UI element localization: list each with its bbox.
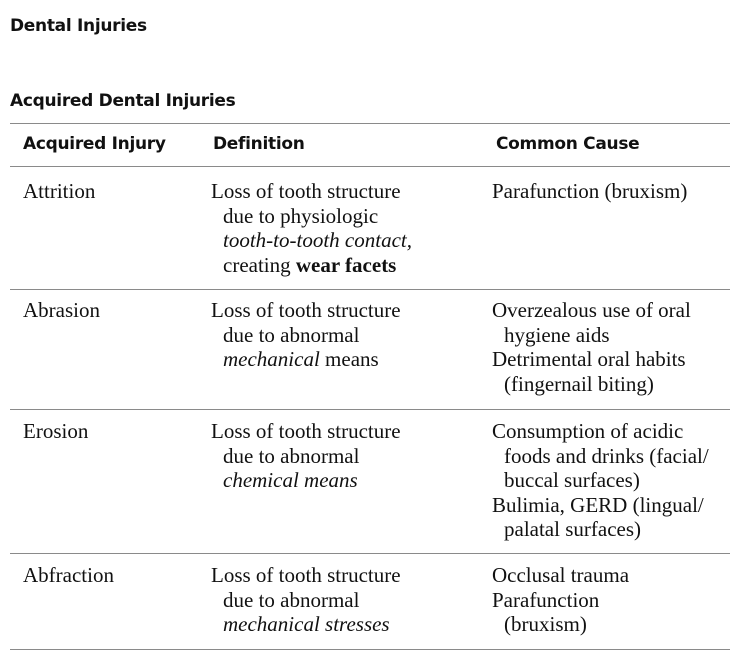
cause-line: palatal surfaces) [504,517,642,541]
header-rule [10,166,730,167]
cause-line: Parafunction (bruxism) [492,179,688,203]
cause-line: Occlusal trauma [492,563,630,587]
row-erosion-cause [492,419,709,542]
cause-line: Consumption of acidic [492,419,684,443]
row-abfraction-definition [211,563,401,637]
row-rule [10,409,730,410]
definition-text: creating [223,252,296,277]
row-abfraction-cause [492,563,629,637]
header-common-cause: Common Cause [496,134,640,154]
row-attrition-injury: Attrition [23,179,96,203]
table-title: Acquired Dental Injuries [10,91,236,111]
definition-line: Loss of tooth structure [211,563,401,587]
cause-line: Detrimental oral habits [492,347,686,371]
definition-line: due to physiologic [223,203,379,228]
definition-italic: mechanical [223,347,320,371]
row-abrasion-injury: Abrasion [23,298,100,322]
header-acquired-injury: Acquired Injury [23,134,166,154]
definition-line: mechanical stresses [223,612,390,636]
row-abfraction-injury: Abfraction [23,563,114,587]
cause-line: Bulimia, GERD (lingual/ [492,492,704,517]
table-bottom-rule [10,649,730,650]
definition-line: chemical means [223,468,358,492]
cause-line: hygiene aids [504,322,610,347]
definition-line: Loss of tooth structure [211,419,401,443]
cause-line: (fingernail biting) [504,371,654,396]
definition-line: due to abnormal [223,587,360,612]
row-attrition-definition [211,179,412,277]
definition-line: tooth-to-tooth contact, [223,228,412,252]
row-rule [10,289,730,290]
definition-emphasis: wear facets [295,252,397,277]
definition-line: due to abnormal [223,322,360,347]
definition-line: Loss of tooth structure [211,179,401,203]
definition-text: means [319,347,379,371]
definition-line [211,253,412,278]
row-erosion-definition [211,419,401,493]
cause-line: (bruxism) [504,612,587,636]
row-abrasion-definition [211,298,401,372]
cause-line: Overzealous use of oral [492,298,691,322]
cause-line: foods and drinks (facial/ [504,443,709,468]
definition-line [211,347,401,372]
row-erosion-injury: Erosion [23,419,89,443]
page-heading: Dental Injuries [10,16,147,36]
cause-line: Parafunction [492,587,600,612]
table-top-rule [10,123,730,124]
cause-line: buccal surfaces) [504,468,640,492]
row-abrasion-cause [492,298,691,396]
row-rule [10,553,730,554]
definition-line: Loss of tooth structure [211,298,401,322]
definition-line: due to abnormal [223,443,360,468]
header-definition: Definition [213,134,305,154]
row-attrition-cause [492,179,687,204]
